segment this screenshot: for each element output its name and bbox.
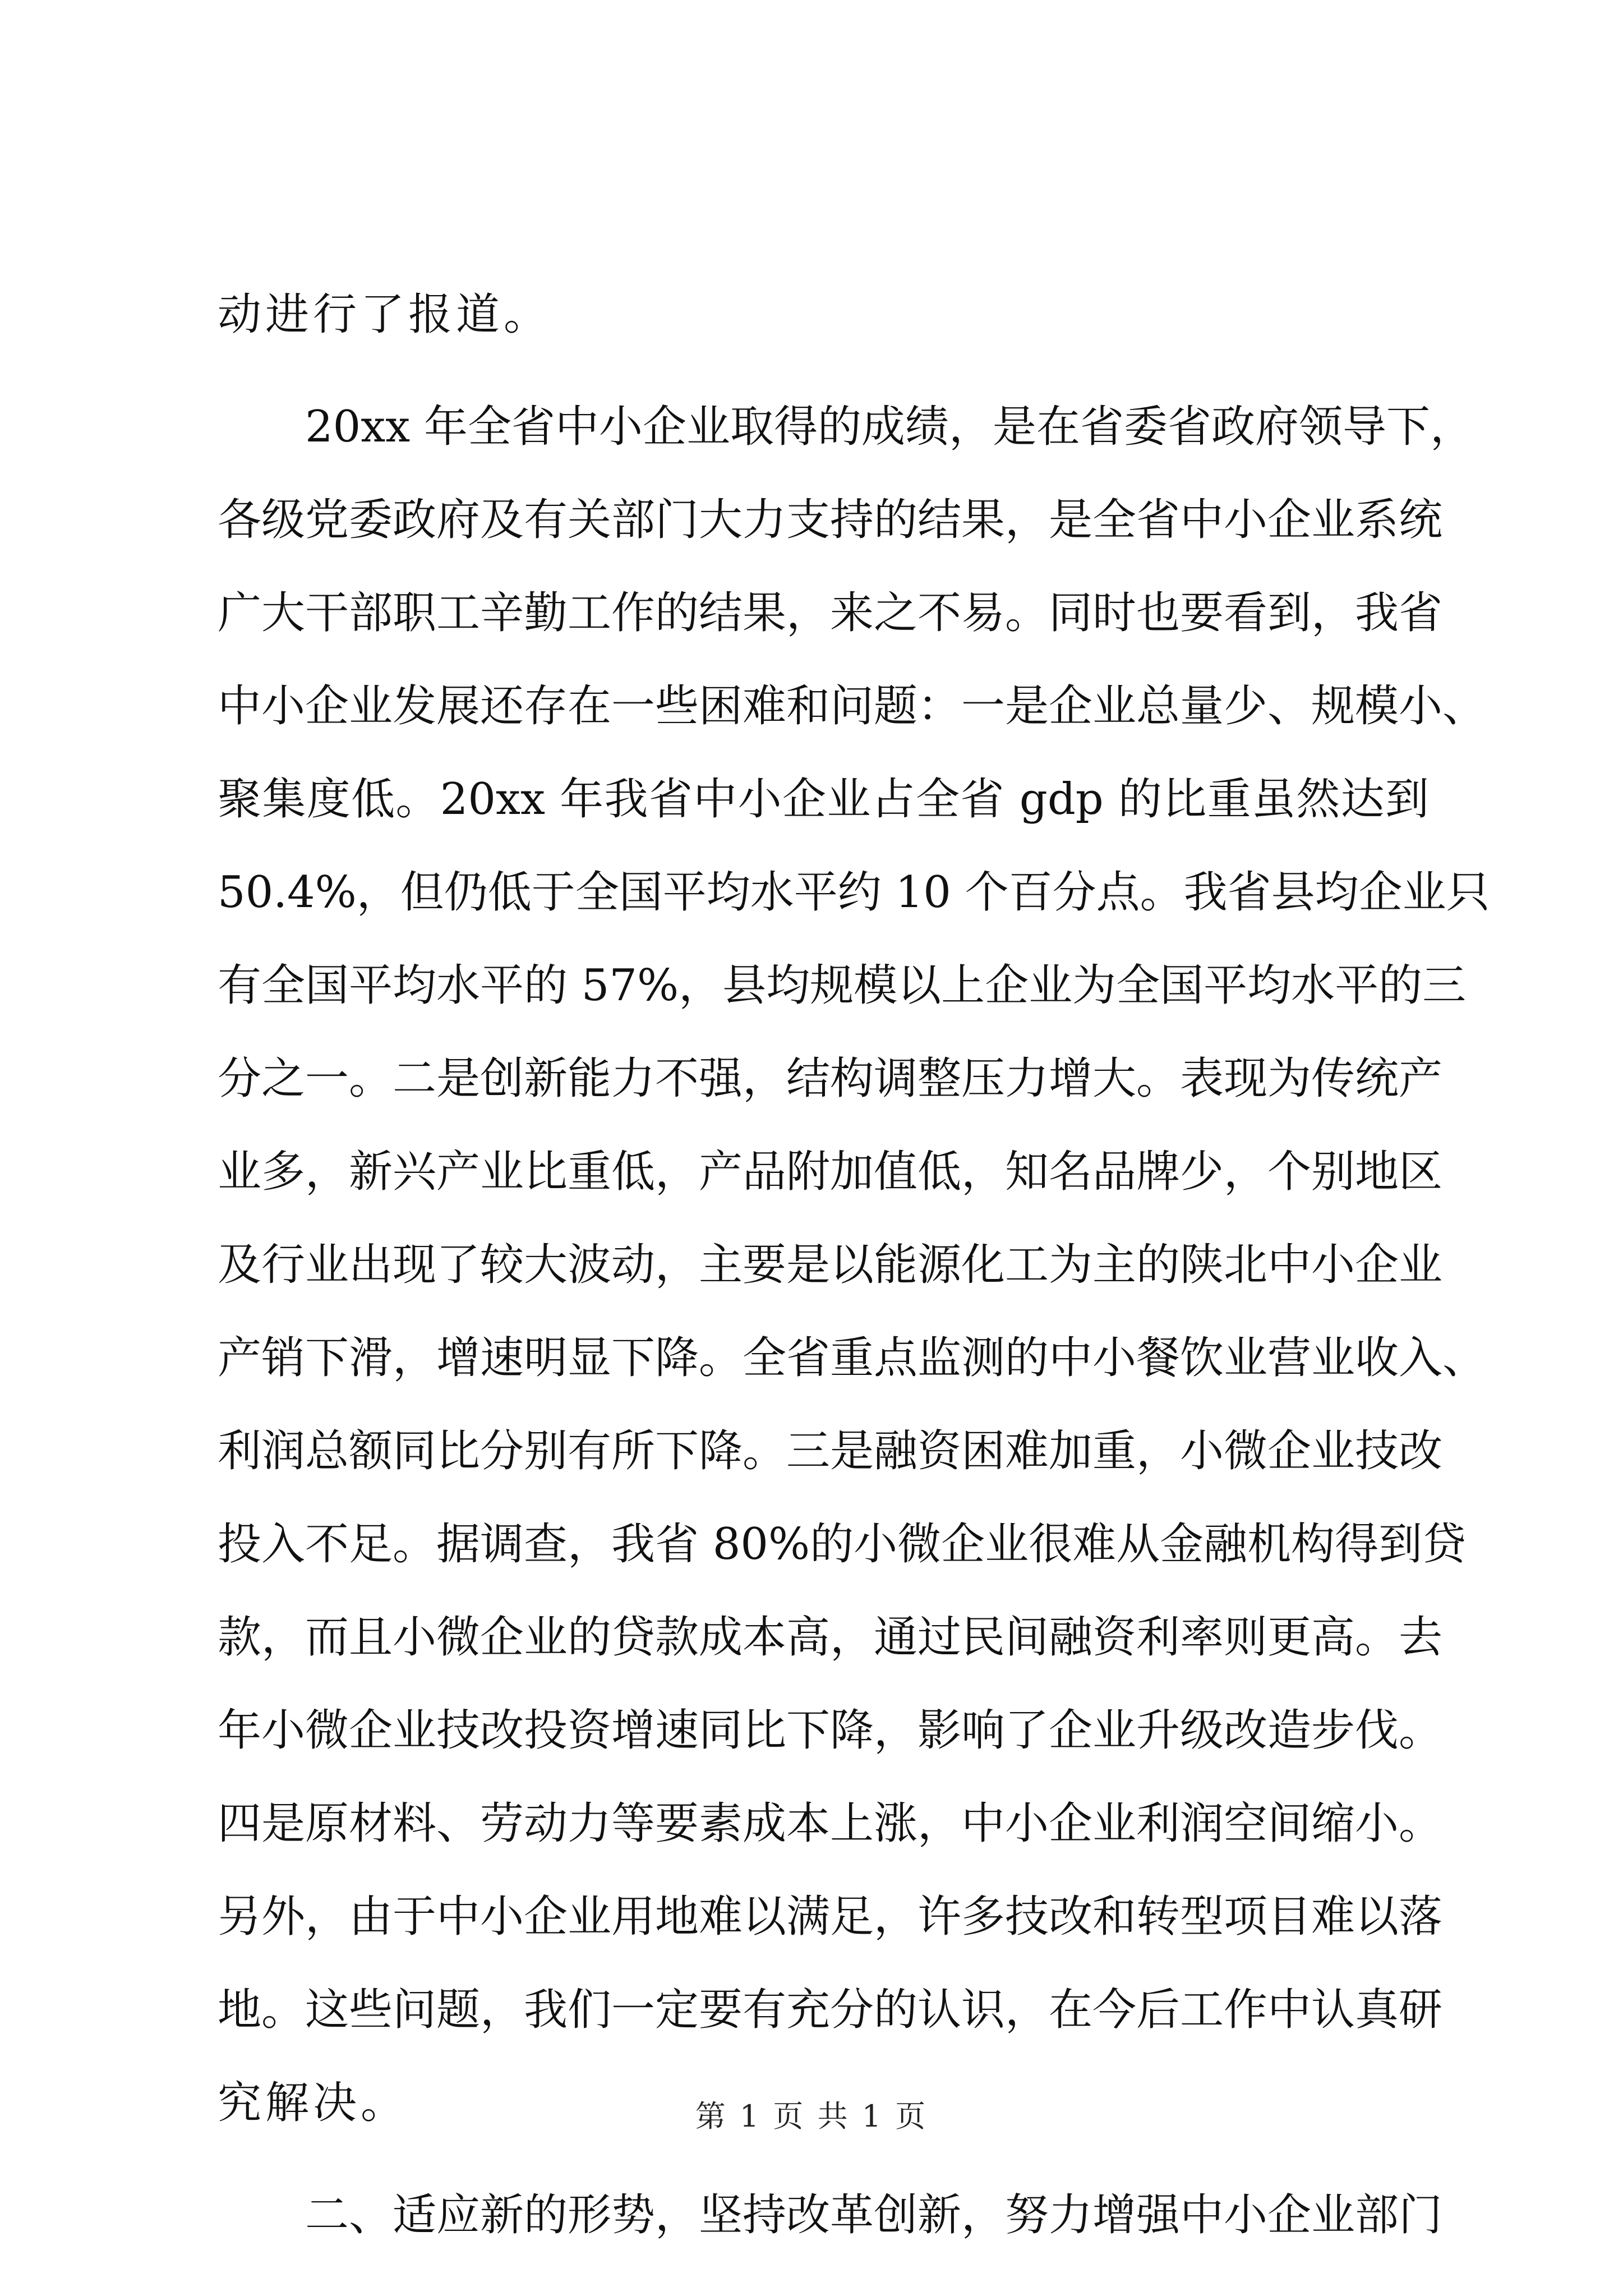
- paragraph-line: 聚集度低。20xx 年我省中小企业占全省 gdp 的比重虽然达到: [218, 774, 1429, 825]
- paragraph-line: 年小微企业技改投资增速同比下降，影响了企业升级改造步伐。: [218, 1705, 1443, 1756]
- paragraph-line: 款，而且小微企业的贷款成本高，通过民间融资利率则更高。去: [218, 1612, 1443, 1663]
- paragraph-line: 动进行了报道。: [218, 289, 552, 340]
- document-body: [218, 268, 1490, 2262]
- paragraph-line: 广大干部职工辛勤工作的结果，来之不易。同时也要看到，我省: [218, 588, 1443, 638]
- paragraph-line: 20xx 年全省中小企业取得的成绩，是在省委省政府领导下，: [305, 402, 1474, 452]
- paragraph-line: 另外，由于中小企业用地难以满足，许多技改和转型项目难以落: [218, 1892, 1443, 1942]
- paragraph-line: 分之一。二是创新能力不强，结构调整压力增大。表现为传统产: [218, 1053, 1443, 1104]
- paragraph-line: 利润总额同比分别有所下降。三是融资困难加重，小微企业技改: [218, 1426, 1443, 1476]
- paragraph-line: 四是原材料、劳动力等要素成本上涨，中小企业利润空间缩小。: [218, 1798, 1443, 1849]
- paragraph-line: 地。这些问题，我们一定要有充分的认识，在今后工作中认真研: [218, 1985, 1443, 2035]
- paragraph-line: 产销下滑，增速明显下降。全省重点监测的中小餐饮业营业收入、: [218, 1333, 1487, 1383]
- paragraph-line: 究解决。: [218, 2078, 409, 2128]
- paragraph-line: 各级党委政府及有关部门大力支持的结果，是全省中小企业系统: [218, 495, 1443, 545]
- paragraph-line: 有全国平均水平的 57%，县均规模以上企业为全国平均水平的三: [218, 960, 1467, 1011]
- page-number-label: 第 1 页 共 1 页: [695, 2099, 928, 2134]
- paragraph-line: 50.4%，但仍低于全国平均水平约 10 个百分点。我省县均企业只: [218, 867, 1490, 918]
- paragraph-line: 投入不足。据调查，我省 80%的小微企业很难从金融机构得到贷: [218, 1519, 1467, 1570]
- paragraph-line: 及行业出现了较大波动，主要是以能源化工为主的陕北中小企业: [218, 1240, 1443, 1290]
- paragraph-line: 二、适应新的形势，坚持改革创新，努力增强中小企业部门: [305, 2190, 1443, 2240]
- paragraph-line: 业多，新兴产业比重低，产品附加值低，知名品牌少，个别地区: [218, 1147, 1443, 1197]
- paragraph-line: 中小企业发展还存在一些困难和问题：一是企业总量少、规模小、: [218, 681, 1487, 731]
- page-footer: [0, 2097, 1623, 2136]
